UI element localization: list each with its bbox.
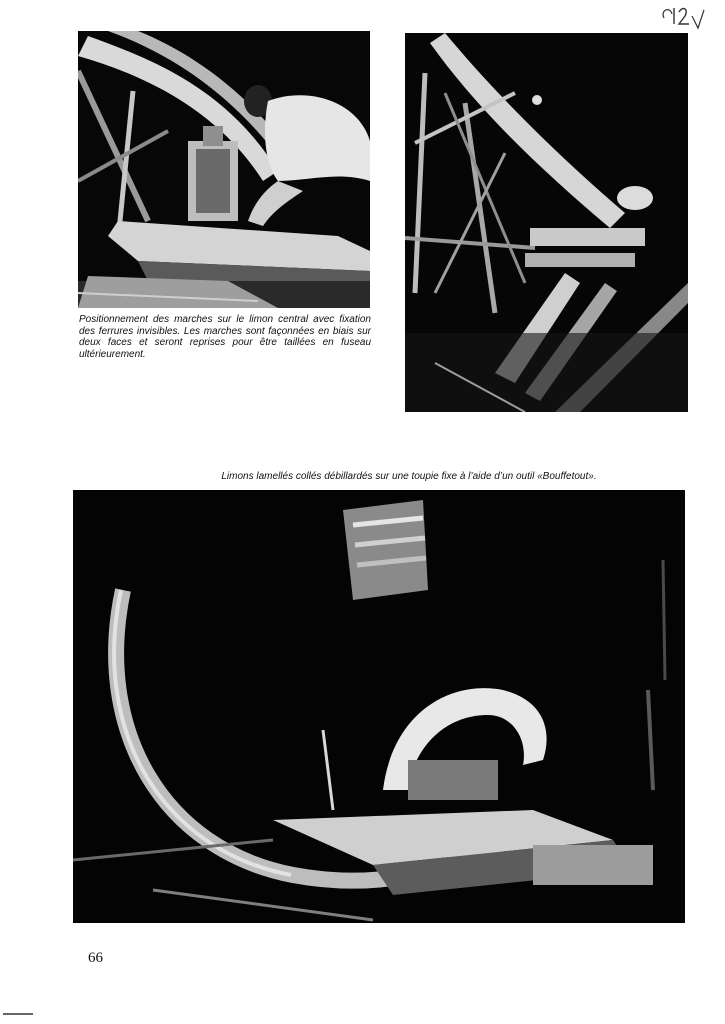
photo-worker-positioning-steps bbox=[78, 31, 370, 308]
page-number: 66 bbox=[88, 950, 103, 966]
caption-laminated-stringers: Limons lamellés collés débillardés sur une toupie fixe à l’aide d’un outil «Bouffetout». bbox=[221, 471, 597, 482]
handwritten-page-mark bbox=[658, 2, 708, 34]
photo-laminated-stringers-spindle bbox=[73, 490, 685, 923]
photo-stringer-on-jig bbox=[405, 33, 688, 412]
scan-edge-mark bbox=[3, 1013, 33, 1015]
caption-positioning-steps: Positionnement des marches sur le limon central avec fixation des ferrures invisibles. Les marches sont façonnées en biais sur deux faces et seront reprises pour être taillées en fuseau ultérieurement. bbox=[79, 314, 371, 360]
